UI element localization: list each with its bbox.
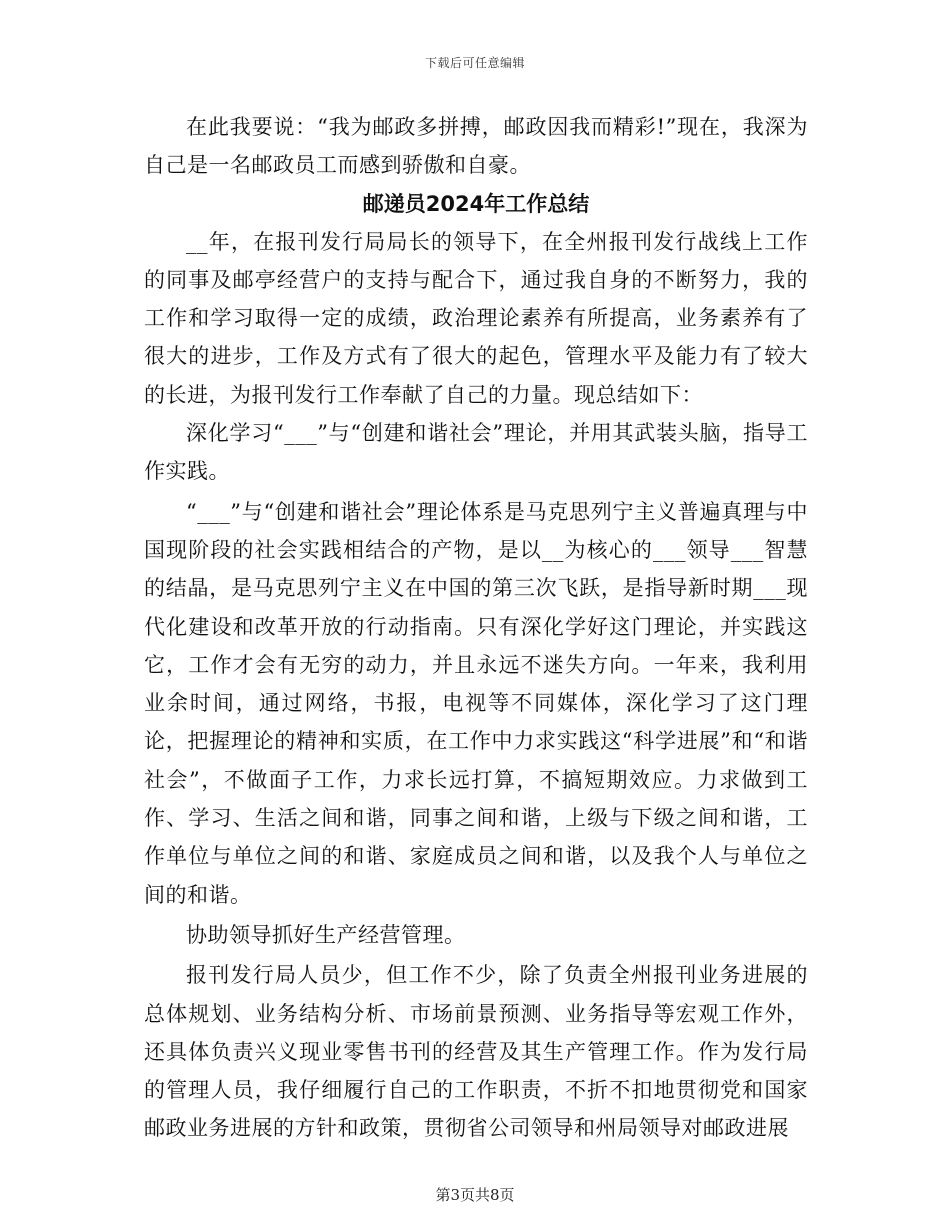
paragraph-summary: __年，在报刊发行局局长的领导下，在全州报刊发行战线上工作的同事及邮亭经营户的支持与配合下，通过我自身的不断努力，我的工作和学习取得一定的成绩，政治理论素养有所提高，业务素养有了很大的进步，工作及方式有了很大的起色，管理水平及能力有了较大的长进，为报刊发行工作奉献了自己的力量。现总结如下： [144, 229, 808, 407]
page-header-note: 下载后可任意编辑 [424, 56, 525, 70]
paragraph-theory: “___”与“创建和谐社会”理论体系是马克思列宁主义普遍真理与中国现阶段的社会实践相结合的产物，是以__为核心的___领导___智慧的结晶，是马克思列宁主义在中国的第三次飞跃，是指导新时期___现代化建设和改革开放的行动指南。只有深化学好这门理论，并实践这它，工作才会有无穷的动力，并且永远不迷失方向。一年来，我利用业余时间，通过网络，书报，电视等不同媒体，深化学习了这门理论，把握理论的精神和实质，在工作中力求实践这“科学进展”和“和谐社会”，不做面子工作，力求长远打算，不搞短期效应。力求做到工作、学习、生活之间和谐，同事之间和谐，上级与下级之间和谐，工作单位与单位之间的和谐、家庭成员之间和谐，以及我个人与单位之间的和谐。 [144, 499, 808, 907]
section-title: 邮递员2024年工作总结 [362, 191, 590, 216]
document-body [144, 108, 808, 1148]
paragraph-management: 报刊发行局人员少，但工作不少，除了负责全州报刊业务进展的总体规划、业务结构分析、市场前景预测、业务指导等宏观工作外，还具体负责兴义现业零售书刊的经营及其生产管理工作。作为发行局的管理人员，我仔细履行自己的工作职责，不折不扣地贯彻党和国家邮政业务进展的方针和政策，贯彻省公司领导和州局领导对邮政进展 [144, 963, 808, 1141]
intro-paragraph: 在此我要说：“我为邮政多拼搏，邮政因我而精彩!”现在，我深为自己是一名邮政员工而感到骄傲和自豪。 [144, 115, 808, 178]
paragraph-management-heading: 协助领导抓好生产经营管理。 [186, 922, 466, 947]
page-number: 第3页共8页 [435, 1186, 515, 1204]
paragraph-study-heading: 深化学习“___”与“创建和谐社会”理论，并用其武装头脑，指导工作实践。 [144, 421, 808, 484]
